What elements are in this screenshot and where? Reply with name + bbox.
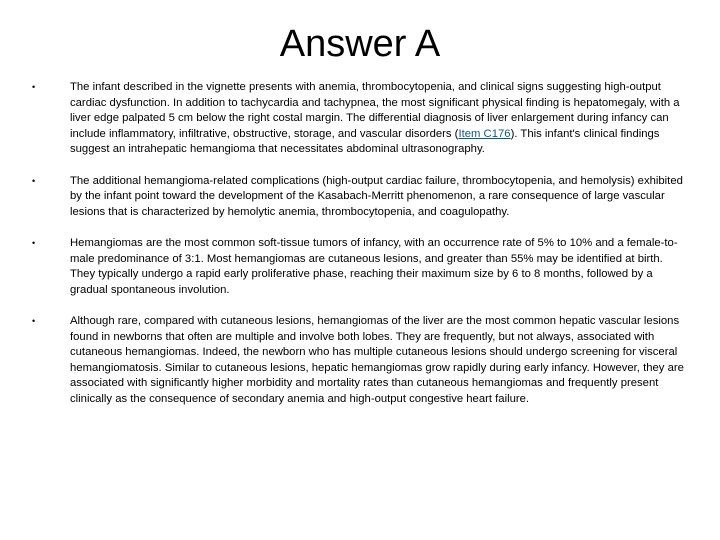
item-c176-link[interactable]: Item C176 xyxy=(458,127,511,140)
bullet-item xyxy=(30,174,690,221)
bullet-text xyxy=(70,80,690,158)
bullet-icon: • xyxy=(32,82,36,92)
bullet-icon: • xyxy=(32,175,36,186)
bullet-text: Hemangiomas are the most common soft-tissue tumors of infancy, with an occurrence rate of 5% to 10% and a female-to-male predominance of 3:1. Most hemangiomas are cutaneous lesions, and greater than 55% may be identified at birth. They typically undergo a rapid early proliferative phase, reaching their maximum size by 6 to 8 months, followed by a gradual spontaneous involution. xyxy=(70,237,678,296)
bullet-item xyxy=(30,236,690,298)
bullet-text-part: ). This infant's clinical findings suggest an intrahepatic hemangioma that necessitates abdominal ultrasonography. xyxy=(70,127,660,155)
bullet-icon: • xyxy=(32,238,36,248)
bullet-list xyxy=(30,80,690,423)
bullet-item xyxy=(30,314,690,407)
slide-title: Answer A xyxy=(279,23,441,65)
bullet-text-part: The infant described in the vignette presents with anemia, thrombocytopenia, and clinical signs suggesting high-output cardiac dysfunction. In addition to tachycardia and tachypnea, the most significant physical finding is hepatomegaly, with a liver edge palpated 5 cm below the right costal margin. The differential diagnosis of liver enlargement during infancy can include inflammatory, infiltrative, obstructive, storage, and vascular disorders ( xyxy=(70,81,680,140)
bullet-text: Although rare, compared with cutaneous lesions, hemangiomas of the liver are the most common hepatic vascular lesions found in newborns that often are multiple and involve both lobes. They are frequently, but not always, associated with cutaneous hemangiomas. Indeed, the newborn who has multiple cutaneous lesions should undergo screening for visceral hemangiomatosis. Similar to cutaneous lesions, hepatic hemangiomas grow rapidly during early infancy. However, they are associated with significantly higher morbidity and mortality rates than cutaneous hemangiomas and frequently present clinically as the consequence of secondary anemia and high-output congestive heart failure. xyxy=(70,315,684,405)
bullet-item xyxy=(30,80,690,158)
bullet-text: The additional hemangioma-related complications (high-output cardiac failure, thrombocytopenia, and hemolysis) exhibited by the infant point toward the development of the Kasabach-Merritt phenomenon, a rare consequence of large vascular lesions that is characterized by hemolytic anemia, thrombocytopenia, and coagulopathy. xyxy=(70,174,683,218)
bullet-icon: • xyxy=(32,316,36,326)
